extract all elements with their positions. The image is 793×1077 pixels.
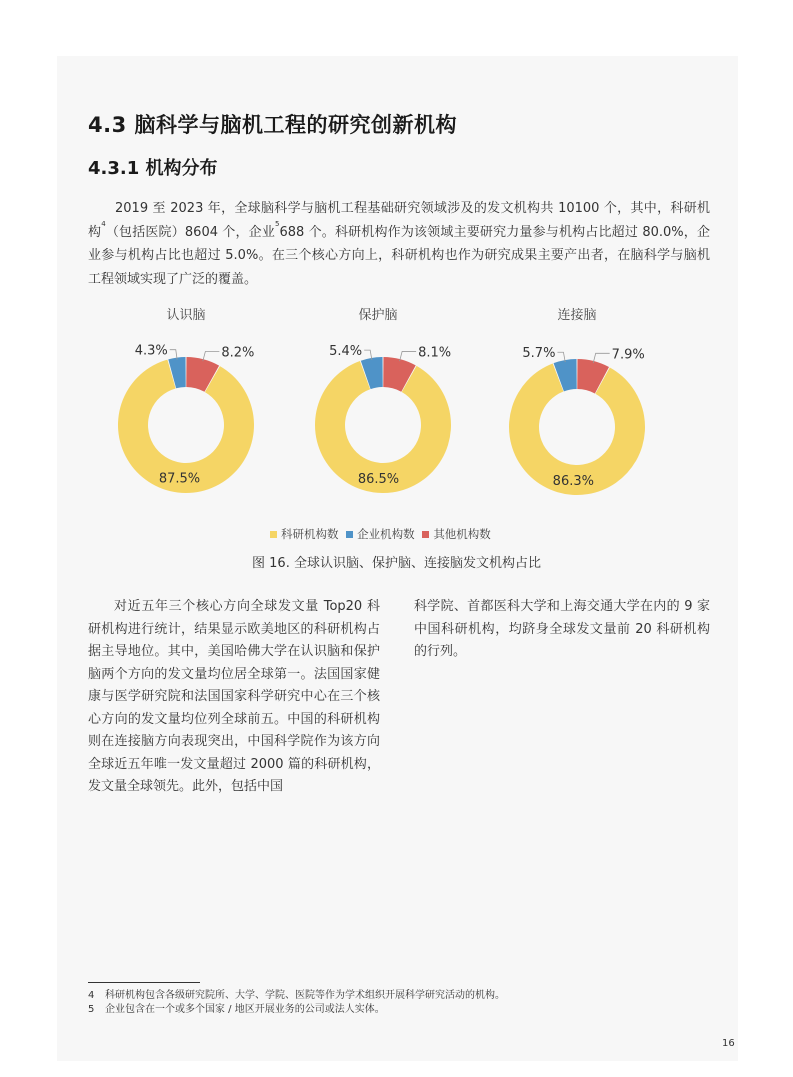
- legend-item-research: [270, 527, 339, 541]
- donut-label-connect-brain-research: 86.3%: [552, 473, 594, 489]
- legend-item-enterprise: [346, 527, 415, 541]
- donut-label-protect-brain-research: 86.5%: [357, 471, 400, 487]
- donut-label-protect-brain-other: 8.1%: [418, 345, 452, 361]
- legend-label-other: 其他机构数: [433, 527, 491, 541]
- donut-label-connect-brain-other: 7.9%: [611, 347, 645, 363]
- legend-label-enterprise: 企业机构数: [357, 527, 415, 541]
- body-text-left-column: 对近五年三个核心方向全球发文量 Top20 科研机构进行统计，结果显示欧美地区的科研机构占据主导地位。其中，美国哈佛大学在认识脑和保护脑两个方向的发文量均位居全球第一。法国国家健康与医学研究院和法国国家科学研究中心在三个核心方向的发文量均位列全球前五。中国的科研机构则在连接脑方向表现突出，中国科学院作为该方向全球近五年唯一发文量超过 2000 篇的科研机构，发文量全球领先。此外，包括中国: [88, 599, 380, 794]
- intro-paragraph: [88, 197, 710, 291]
- section-title: 4.3 脑科学与脑机工程的研究创新机构: [88, 113, 458, 137]
- donut-label-cognize-brain-enterprise: 4.3%: [134, 343, 168, 359]
- figure-caption: 图 16. 全球认识脑、保护脑、连接脑发文机构占比: [252, 556, 541, 571]
- chart-title-protect-brain: 保护脑: [358, 308, 398, 323]
- donut-label-cognize-brain-research: 87.5%: [158, 471, 201, 487]
- legend-swatch-other: [422, 531, 429, 538]
- leader-line-connect-brain-other: [593, 353, 609, 363]
- body-text-right-column: 科学院、首都医科大学和上海交通大学在内的 9 家中国科研机构，均跻身全球发文量前 20 科研机构的行列。: [414, 599, 710, 659]
- footnote-divider: [88, 982, 200, 983]
- donut-charts-figure: [100, 300, 700, 515]
- chart-legend: [270, 526, 495, 542]
- footnote-ref-4[interactable]: 4: [101, 219, 106, 228]
- footnote-number: 5: [88, 1004, 95, 1015]
- chart-title-connect-brain: 连接脑: [557, 308, 597, 323]
- legend-swatch-enterprise: [346, 531, 353, 538]
- footnote-5: [88, 1000, 385, 1015]
- footnote-number: 4: [88, 990, 95, 1001]
- leader-line-cognize-brain-other: [203, 352, 220, 362]
- donut-label-connect-brain-enterprise: 5.7%: [522, 346, 556, 362]
- donut-charts-svg: [100, 300, 700, 515]
- donut-label-protect-brain-enterprise: 5.4%: [329, 344, 363, 360]
- footnote-4: [88, 986, 505, 1001]
- intro-text-1: 2019 至 2023 年，全球脑科学与脑机工程基础研究领域涉及的发文机构共 10100 个，其中，科研机构: [88, 201, 710, 240]
- donut-label-cognize-brain-other: 8.2%: [221, 345, 255, 361]
- footnote-text: 企业包含在一个或多个国家 / 地区开展业务的公司或法人实体。: [105, 1004, 385, 1015]
- chart-title-cognize-brain: 认识脑: [166, 308, 206, 323]
- footnote-ref-5[interactable]: 5: [275, 219, 280, 228]
- footnote-text: 科研机构包含各级研究院所、大学、学院、医院等作为学术组织开展科学研究活动的机构。: [105, 990, 505, 1001]
- legend-swatch-research: [270, 531, 277, 538]
- leader-line-protect-brain-other: [400, 351, 417, 361]
- legend-item-other: [422, 527, 491, 541]
- page-number: 16: [722, 1038, 735, 1049]
- subsection-title: 4.3.1 机构分布: [88, 158, 218, 179]
- intro-text-3: 688 个。科研机构作为该领域主要研究力量参与机构占比超过 80.0%，企业参与机构占比也超过 5.0%。在三个核心方向上，科研机构也作为研究成果主要产出者，在脑科学与脑机工程领域实现了广泛的覆盖。: [88, 224, 710, 287]
- legend-label-research: 科研机构数: [281, 527, 339, 541]
- intro-text-2: （包括医院）8604 个，企业: [105, 224, 275, 240]
